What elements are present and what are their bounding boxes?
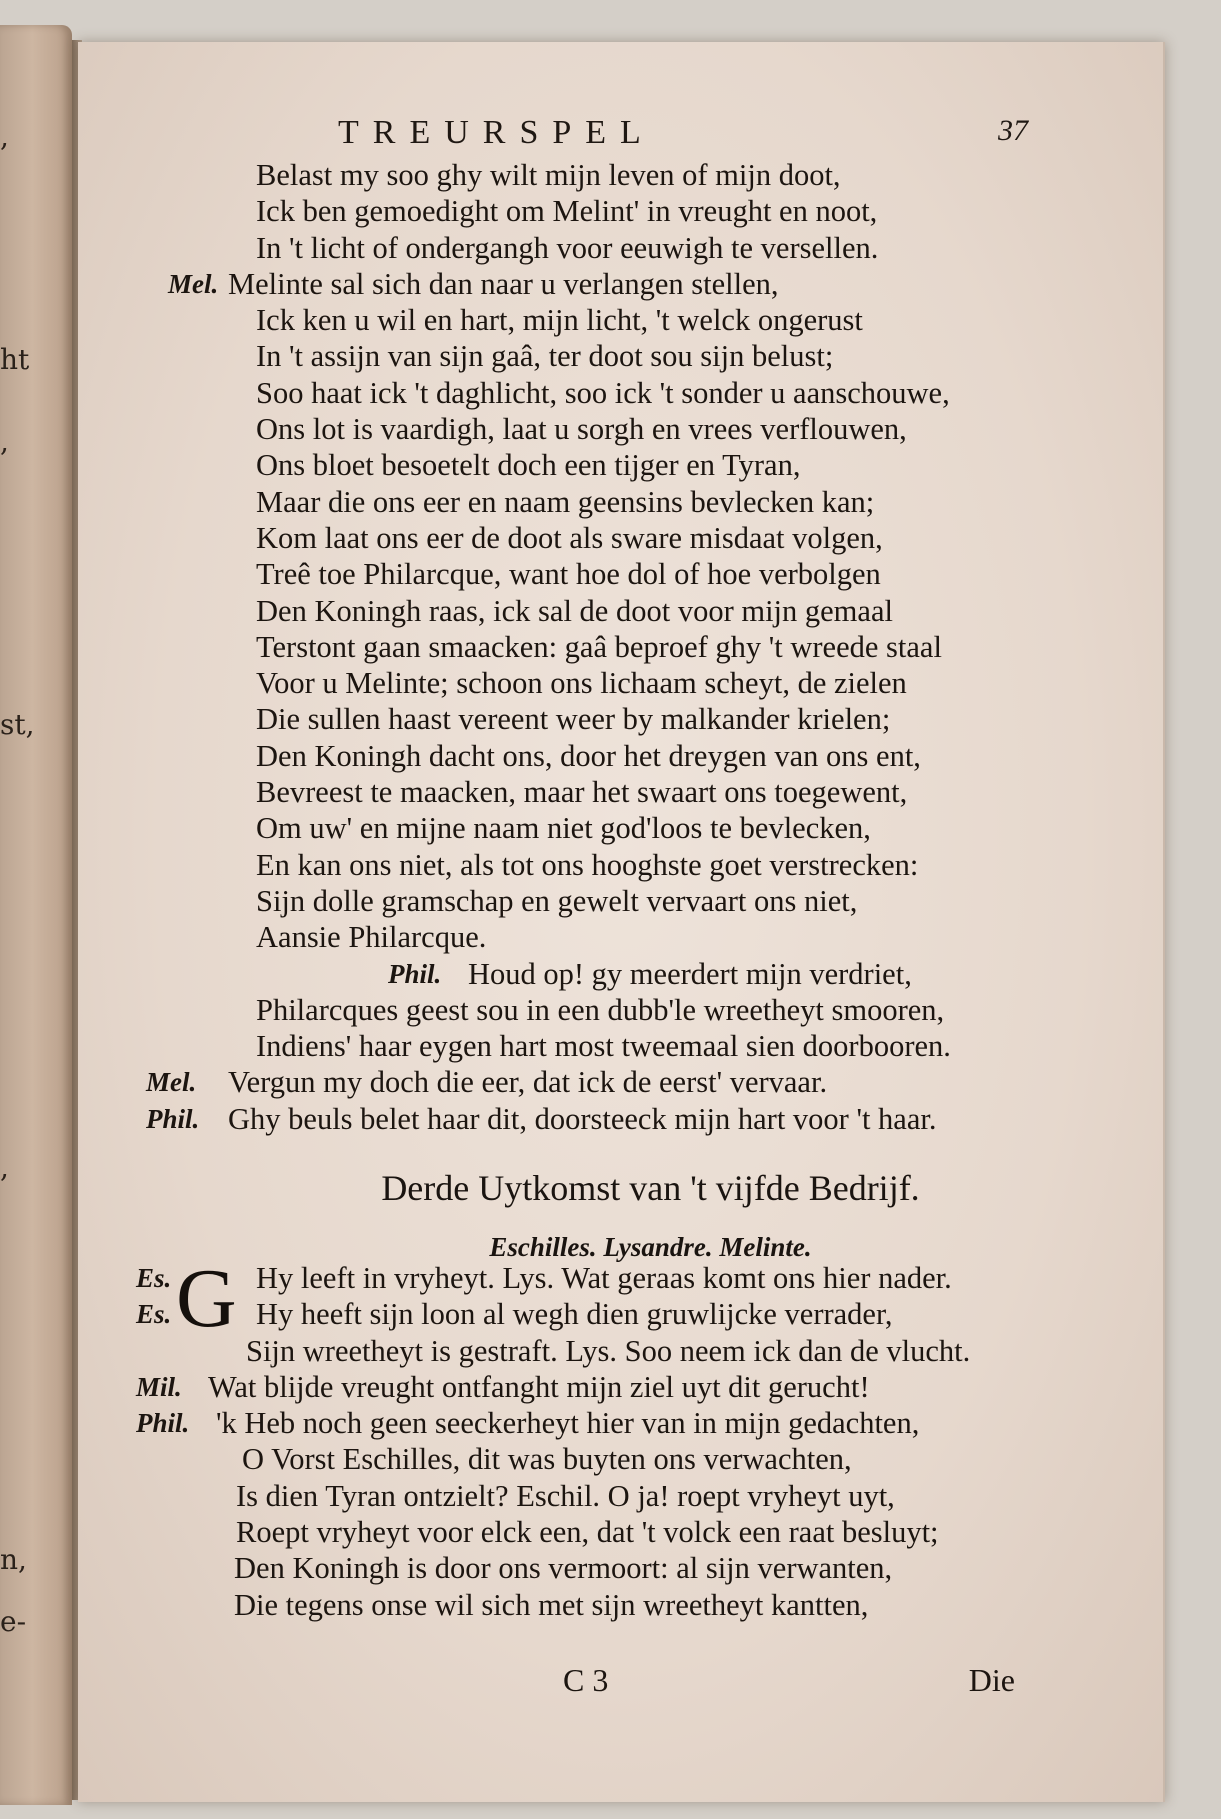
verse-text: Belast my soo ghy wilt mijn leven of mijn doot, xyxy=(256,158,841,192)
verse-block xyxy=(146,157,1108,1137)
character-list: Eschilles. Lysandre. Melinte. xyxy=(489,1232,812,1262)
speaker-label: Es. xyxy=(136,1263,172,1293)
verse-text: Den Koningh is door ons vermoort: al sijn verwanten, xyxy=(234,1551,893,1586)
verse-line xyxy=(168,230,1108,266)
verse-line xyxy=(168,556,1108,592)
verse-text: Ons bloet besoetelt doch een tijger en Tyran, xyxy=(256,448,801,483)
drop-cap: G xyxy=(176,1252,237,1345)
verse-text: Aansie Philarcque. xyxy=(256,920,487,955)
verse-text: Ick ben gemoedight om Melint' in vreught en noot, xyxy=(256,194,878,229)
verse-line xyxy=(168,302,1108,338)
verse-line xyxy=(168,520,1108,556)
verse-line xyxy=(168,447,1108,483)
book-page xyxy=(78,42,1165,1802)
speaker-label: Es. xyxy=(136,1299,172,1330)
verse-text: Kom laat ons eer de doot als sware misdaat volgen, xyxy=(256,520,883,555)
verse-text: 'k Heb noch geen seeckerheyt hier van in mijn gedachten, xyxy=(216,1406,920,1441)
verse-text: Houd op! gy meerdert mijn verdriet, xyxy=(468,956,912,991)
speaker-label: Mel. xyxy=(168,268,219,299)
page-number: 37 xyxy=(998,114,1028,147)
left-fragment: e- xyxy=(0,1605,27,1638)
verse-text: In 't assijn van sijn gaâ, ter doot sou sijn belust; xyxy=(256,339,834,374)
left-fragment: ht xyxy=(0,343,30,376)
verse-line xyxy=(168,883,1108,919)
verse-line xyxy=(168,484,1108,520)
verse-line xyxy=(146,1064,1108,1100)
verse-line xyxy=(168,847,1108,883)
verse-line xyxy=(136,1550,1116,1586)
verse-text: Voor u Melinte; schoon ons lichaam scheyt, de zielen xyxy=(256,666,907,701)
verse-text: Melinte sal sich dan naar u verlangen stellen, xyxy=(228,266,779,301)
verse-text: Die tegens onse wil sich met sijn wreetheyt kantten, xyxy=(234,1587,869,1622)
verse-line xyxy=(168,919,1108,955)
verse-line xyxy=(136,1405,1116,1441)
verse-line xyxy=(168,411,1108,447)
verse-line xyxy=(168,1028,1108,1064)
verse-text: Ick ken u wil en hart, mijn licht, 't welck ongerust xyxy=(256,303,863,338)
verse-text: Terstont gaan smaacken: gaâ beproef ghy 't wreede staal xyxy=(256,629,942,664)
verse-line xyxy=(136,1333,1116,1369)
verse-line xyxy=(168,266,1108,302)
verse-line xyxy=(168,375,1108,411)
verse-text: Treê toe Philarcque, want hoe dol of hoe verbolgen xyxy=(256,557,881,592)
verse-line xyxy=(168,701,1108,737)
verse-line xyxy=(136,1478,1116,1514)
verse-text: Roept vryheyt voor elck een, dat 't volck een raat besluyt; xyxy=(236,1515,939,1550)
verse-line xyxy=(168,810,1108,846)
page-footer xyxy=(78,1662,1163,1702)
verse-text: Is dien Tyran ontzielt? Eschil. O ja! roept vryheyt uyt, xyxy=(236,1478,895,1513)
verse-line xyxy=(136,1587,1116,1623)
verse-text: Hy heeft sijn loon al wegh dien gruwlijcke verrader, xyxy=(256,1297,893,1332)
verse-text: Sijn wreetheyt is gestraft. Lys. Soo neem ick dan de vlucht. xyxy=(246,1333,971,1368)
signature-mark: C 3 xyxy=(563,1662,609,1698)
left-fragment: st, xyxy=(0,708,35,741)
verse-text: Ons lot is vaardigh, laat u sorgh en vrees verflouwen, xyxy=(256,412,907,447)
verse-line xyxy=(136,1260,1116,1296)
left-fragment: n, xyxy=(0,1543,27,1576)
catchword: Die xyxy=(968,1662,1015,1698)
verse-text: Maar die ons eer en naam geensins bevlecken kan; xyxy=(256,484,875,519)
verse-text: Vergun my doch die eer, dat ick de eerst' vervaar. xyxy=(228,1065,828,1100)
verse-text: Bevreest te maacken, maar het swaart ons toegewent, xyxy=(256,775,908,810)
speaker-label: Phil. xyxy=(146,1103,200,1134)
left-fragment: , xyxy=(0,425,9,458)
verse-line xyxy=(168,338,1108,374)
verse-line xyxy=(168,738,1108,774)
verse-line xyxy=(136,1369,1116,1405)
verse-line xyxy=(136,1514,1116,1550)
verse-line xyxy=(168,157,1108,193)
verse-text: Den Koningh dacht ons, door het dreygen van ons ent, xyxy=(256,738,921,773)
page-header xyxy=(78,114,1163,154)
verse-line xyxy=(168,665,1108,701)
left-fragment: , xyxy=(0,120,9,153)
verse-text: Indiens' haar eygen hart most tweemaal sien doorbooren. xyxy=(256,1029,951,1064)
verse-line-split xyxy=(168,956,1108,992)
left-fragment: , xyxy=(0,1151,9,1184)
speaker-label: Mil. xyxy=(136,1371,182,1402)
verse-text: In 't licht of ondergangh voor eeuwigh te versellen. xyxy=(256,230,879,265)
left-page-edge xyxy=(0,25,72,1805)
verse-line xyxy=(168,629,1108,665)
verse-line xyxy=(168,193,1108,229)
verse-line xyxy=(168,992,1108,1028)
verse-text: Die sullen haast vereent weer by malkander krielen; xyxy=(256,702,891,737)
verse-text: Sijn dolle gramschap en gewelt vervaart ons niet, xyxy=(256,883,858,918)
verse-text: Wat blijde vreught ontfanght mijn ziel uyt dit gerucht! xyxy=(208,1369,870,1404)
verse-text: Philarcques geest sou in een dubb'le wreetheyt smooren, xyxy=(256,992,945,1027)
verse-text: En kan ons niet, als tot ons hooghste goet verstrecken: xyxy=(256,847,919,882)
speaker-label: Phil. xyxy=(136,1408,190,1439)
verse-text: Den Koningh raas, ick sal de doot voor mijn gemaal xyxy=(256,593,893,628)
speaker-label: Phil. xyxy=(388,958,442,989)
verse-text: Hy leeft in vryheyt. Lys. Wat geraas komt ons hier nader. xyxy=(256,1261,952,1295)
verse-text: O Vorst Eschilles, dit was buyten ons verwachten, xyxy=(242,1442,852,1477)
verse-line xyxy=(168,593,1108,629)
verse-line xyxy=(136,1441,1116,1477)
verse-line xyxy=(146,1101,1108,1137)
verse-text: Soo haat ick 't daghlicht, soo ick 't sonder u aanschouwe, xyxy=(256,375,950,410)
scene-verse-block xyxy=(136,1260,1116,1623)
running-title: TREURSPEL xyxy=(338,114,655,151)
speaker-label: Mel. xyxy=(146,1067,197,1098)
verse-text: Ghy beuls belet haar dit, doorsteeck mijn hart voor 't haar. xyxy=(228,1101,937,1136)
verse-text: Om uw' en mijne naam niet god'loos te bevlecken, xyxy=(256,811,871,846)
verse-line xyxy=(168,774,1108,810)
verse-line xyxy=(136,1296,1116,1332)
scene-heading: Derde Uytkomst van 't vijfde Bedrijf. xyxy=(381,1168,920,1208)
